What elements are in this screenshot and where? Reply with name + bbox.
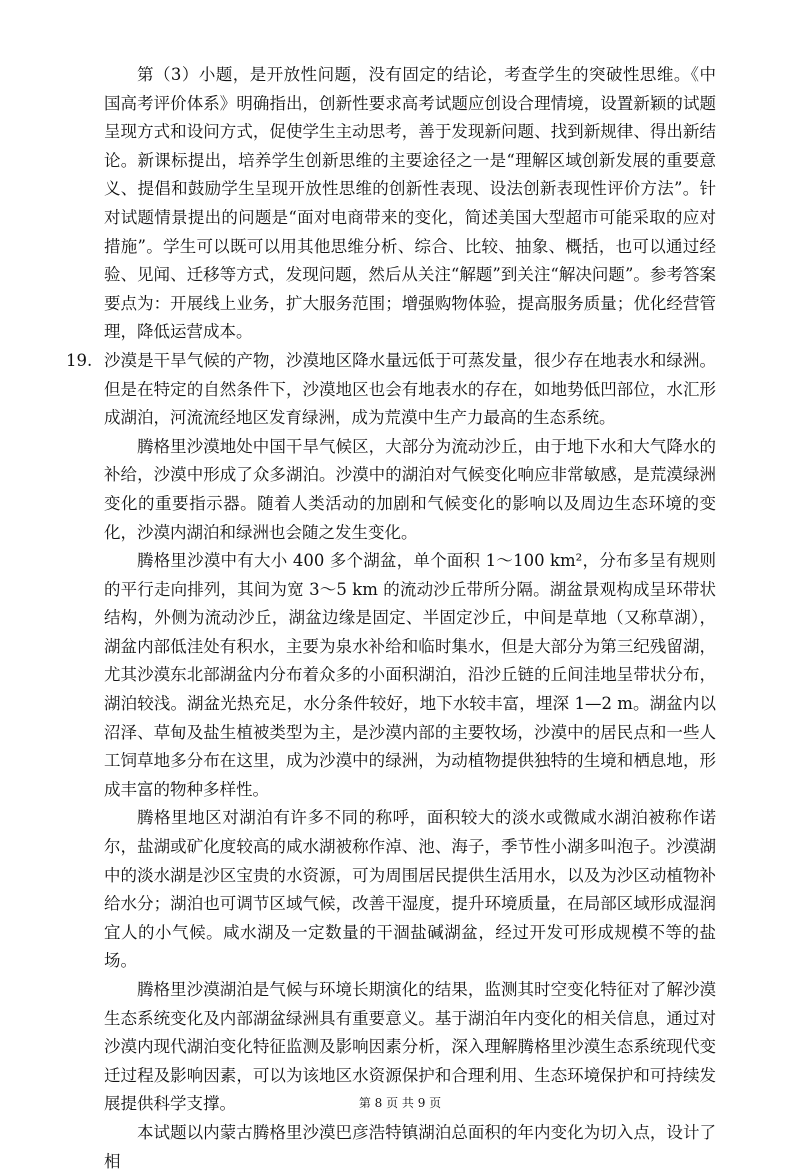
question-19 <box>66 347 716 433</box>
paragraph-q3-analysis: 第（3）小题，是开放性问题，没有固定的结论，考查学生的突破性思维。《中国高考评价体系》明确指出，创新性要求高考试题应创设合理情境，设置新颖的试题呈现方式和设问方式，促使学生主动思考，善于发现新问题、找到新规律、得出新结论。新课标提出，培养学生创新思维的主要途径之一是“理解区域创新发展的重要意义、提倡和鼓励学生呈现开放性思维的创新性表现、设法创新表现性评价方法”。针对试题情景提出的问题是“面对电商带来的变化，简述美国大型超市可能采取的应对措施”。学生可以既可以用其他思维分析、综合、比较、抽象、概括，也可以通过经验、见闻、迁移等方式，发现问题，然后从关注“解题”到关注“解决问题”。参考答案要点为：开展线上业务，扩大服务范围；增强购物体验，提高服务质量；优化经营管理，降低运营成本。 <box>104 65 716 342</box>
paragraph-lake-basins: 腾格里沙漠中有大小 400 多个湖盆，单个面积 1～100 km²，分布多呈有规则的平行走向排列，其间为宽 3～5 km 的流动沙丘带所分隔。湖盆景观构成呈环带状结构，外侧为流动沙丘，湖盆边缘是固定、半固定沙丘，中间是草地（又称草湖），湖盆内部低洼处有积水，主要为泉水补给和临时集水，但是大部分为第三纪残留湖，尤其沙漠东北部湖盆内分布着众多的小面积湖泊，沿沙丘链的丘间洼地呈带状分布，湖泊较浅。湖盆光热充足，水分条件较好，地下水较丰富，埋深 1—2 m。湖盆内以沼泽、草甸及盐生植被类型为主，是沙漠内部的主要牧场，沙漠中的居民点和一些人工饲草地多分布在这里，成为沙漠中的绿洲，为动植物提供独特的生境和栖息地，形成丰富的物种多样性。 <box>104 551 716 799</box>
page-footer: 第 8 页 共 9 页 <box>358 1096 442 1110</box>
question-number: 19. <box>66 350 93 370</box>
paragraph-design-intro: 本试题以内蒙古腾格里沙漠巴彦浩特镇湖泊总面积的年内变化为切入点，设计了相 <box>104 1122 716 1171</box>
paragraph-q19-intro: 沙漠是干旱气候的产物，沙漠地区降水量远低于可蒸发量，很少存在地表水和绿洲。但是在特定的自然条件下，沙漠地区也会有地表水的存在，如地势低凹部位，水汇形成湖泊，河流流经地区发育绿洲，成为荒漠中生产力最高的生态系统。 <box>104 350 716 428</box>
document-body <box>66 61 716 1176</box>
paragraph-lake-names: 腾格里地区对湖泊有许多不同的称呼，面积较大的淡水或微咸水湖泊被称作诺尔，盐湖或矿化度较高的咸水湖被称作淖、池、海子，季节性小湖多叫泡子。沙漠湖中的淡水湖是沙区宝贵的水资源，可为周围居民提供生活用水，以及为沙区动植物补给水分；湖泊也可调节区域气候，改善干湿度，提升环境质量，在局部区域形成湿润宜人的小气候。咸水湖及一定数量的干涸盐碱湖盆，经过开发可形成规模不等的盐场。 <box>104 808 716 971</box>
paragraph-significance: 腾格里沙漠湖泊是气候与环境长期演化的结果，监测其时空变化特征对了解沙漠生态系统变化及内部湖盆绿洲具有重要意义。基于湖泊年内变化的相关信息，通过对沙漠内现代湖泊变化特征监测及影响因素分析，深入理解腾格里沙漠生态系统现代变迁过程及影响因素，可以为该地区水资源保护和合理利用、生态环境保护和可持续发展提供科学支撑。 <box>104 980 716 1114</box>
paragraph-tengger-overview: 腾格里沙漠地处中国干旱气候区，大部分为流动沙丘，由于地下水和大气降水的补给，沙漠中形成了众多湖泊。沙漠中的湖泊对气候变化响应非常敏感，是荒漠绿洲变化的重要指示器。随着人类活动的加剧和气候变化的影响以及周边生态环境的变化，沙漠内湖泊和绿洲也会随之发生变化。 <box>104 436 716 542</box>
